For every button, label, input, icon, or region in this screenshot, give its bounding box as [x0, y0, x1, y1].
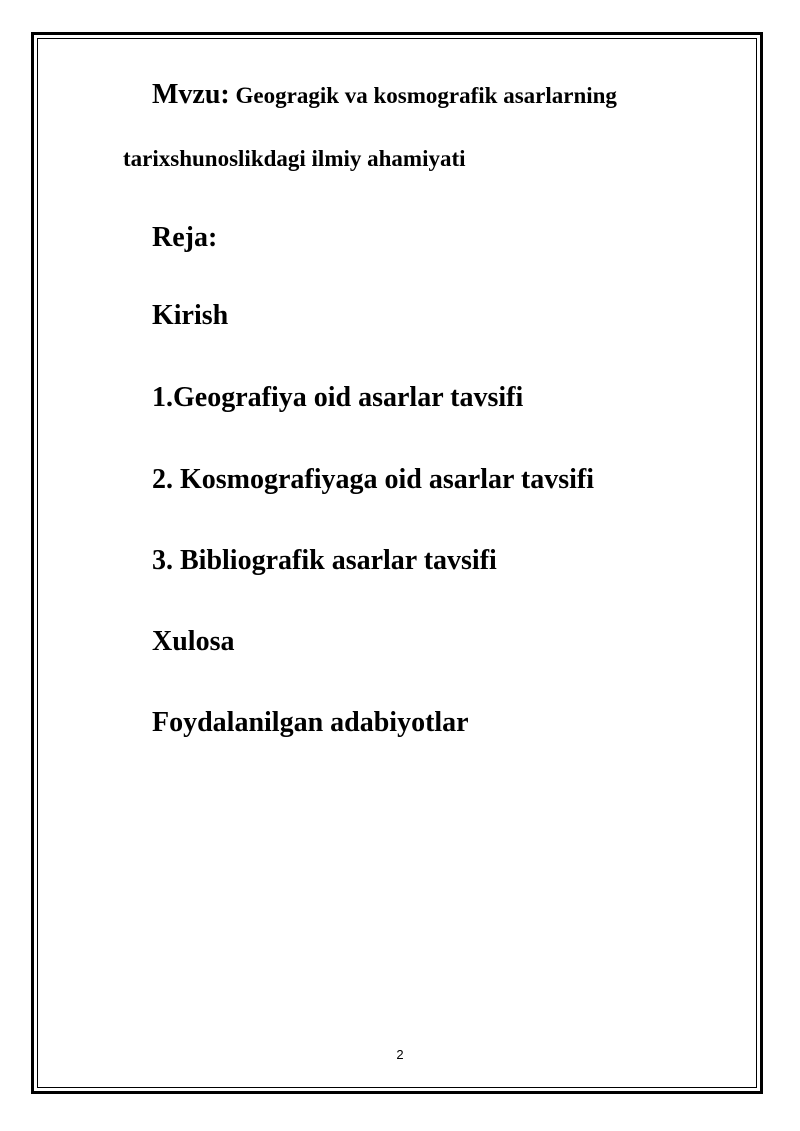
page-number: 2: [396, 1047, 404, 1062]
plan-item-conclusion: Xulosa: [152, 626, 235, 657]
plan-item-bibliography: 3. Bibliografik asarlar tavsifi: [152, 545, 497, 576]
topic-label: Mvzu:: [152, 79, 230, 110]
topic-title-part-2: tarixshunoslikdagi ilmiy ahamiyati: [123, 146, 466, 171]
plan-item-geography: 1.Geografiya oid asarlar tavsifi: [152, 382, 524, 413]
plan-heading: Reja:: [152, 222, 218, 253]
topic-line-1: [152, 78, 617, 113]
plan-item-cosmography: 2. Kosmografiyaga oid asarlar tavsifi: [152, 464, 595, 495]
plan-item-introduction: Kirish: [152, 300, 229, 331]
topic-title-part-1: Geogragik va kosmografik asarlarning: [235, 83, 617, 108]
plan-item-references: Foydalanilgan adabiyotlar: [152, 707, 469, 738]
